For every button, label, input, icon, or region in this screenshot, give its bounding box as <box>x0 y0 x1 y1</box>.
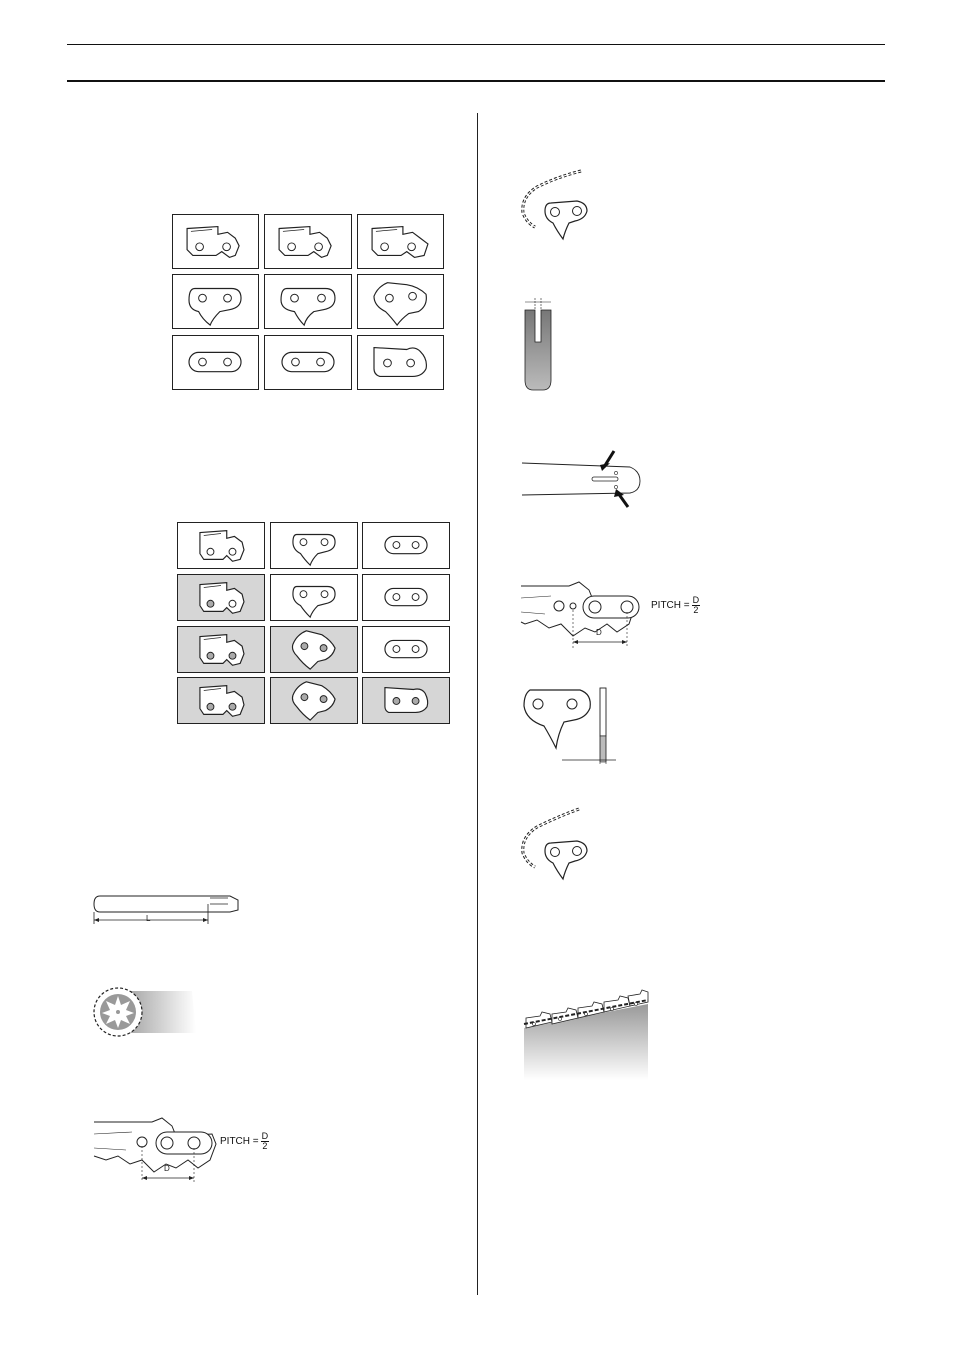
cutter-link-cell <box>177 522 265 569</box>
cutter-link-cell-worn <box>177 574 265 621</box>
header-rule-bottom <box>67 80 885 82</box>
chain-pitch-figure-right <box>519 578 649 650</box>
chain-drive-link-figure-top <box>517 165 597 243</box>
chain-pitch-figure <box>92 1112 222 1184</box>
cutter-link-cell <box>172 214 259 269</box>
bar-nose-holes-figure <box>520 447 644 509</box>
pitch-fraction <box>261 1132 270 1151</box>
pitch-denominator: 2 <box>262 1141 268 1151</box>
side-link-cell <box>172 335 259 390</box>
side-link-cell-worn <box>362 677 450 724</box>
drive-link-cell <box>357 274 444 329</box>
guide-bar-length-figure <box>90 890 250 930</box>
side-link-cell <box>362 626 450 673</box>
pitch-fraction-right <box>692 596 701 615</box>
bar-length-label: L <box>146 914 151 923</box>
pitch-label: PITCH = <box>220 1136 259 1147</box>
drive-link-gauge-figure <box>520 686 620 766</box>
cutter-link-cell <box>264 214 352 269</box>
bar-groove-figure <box>517 296 557 394</box>
header-rule-top <box>67 44 885 45</box>
side-link-cell <box>357 335 444 390</box>
pitch-formula <box>220 1132 269 1151</box>
pitch-label-right: PITCH = <box>651 600 690 611</box>
chain-drive-link-figure-bottom <box>517 803 597 881</box>
cutter-link-cell-worn <box>177 677 265 724</box>
drive-link-cell <box>270 574 358 621</box>
sprocket-nose-figure <box>92 985 202 1041</box>
chain-on-bar-figure <box>522 988 650 1080</box>
drive-link-cell <box>264 274 352 329</box>
column-divider <box>477 113 478 1295</box>
pitch-numerator: D <box>261 1131 269 1141</box>
cutter-link-cell <box>357 214 444 269</box>
side-link-cell <box>264 335 352 390</box>
side-link-cell <box>362 522 450 569</box>
side-link-cell <box>362 574 450 621</box>
drive-link-cell <box>270 522 358 569</box>
cutter-link-cell-worn <box>177 626 265 673</box>
link-span-label-right: D <box>596 628 602 637</box>
drive-link-cell-worn <box>270 626 358 673</box>
link-span-label: D <box>164 1164 170 1173</box>
drive-link-cell <box>172 274 259 329</box>
pitch-formula-right <box>651 596 700 615</box>
pitch-numerator-right: D <box>692 595 700 605</box>
drive-link-cell-worn <box>270 677 358 724</box>
pitch-denominator-right: 2 <box>693 605 699 615</box>
